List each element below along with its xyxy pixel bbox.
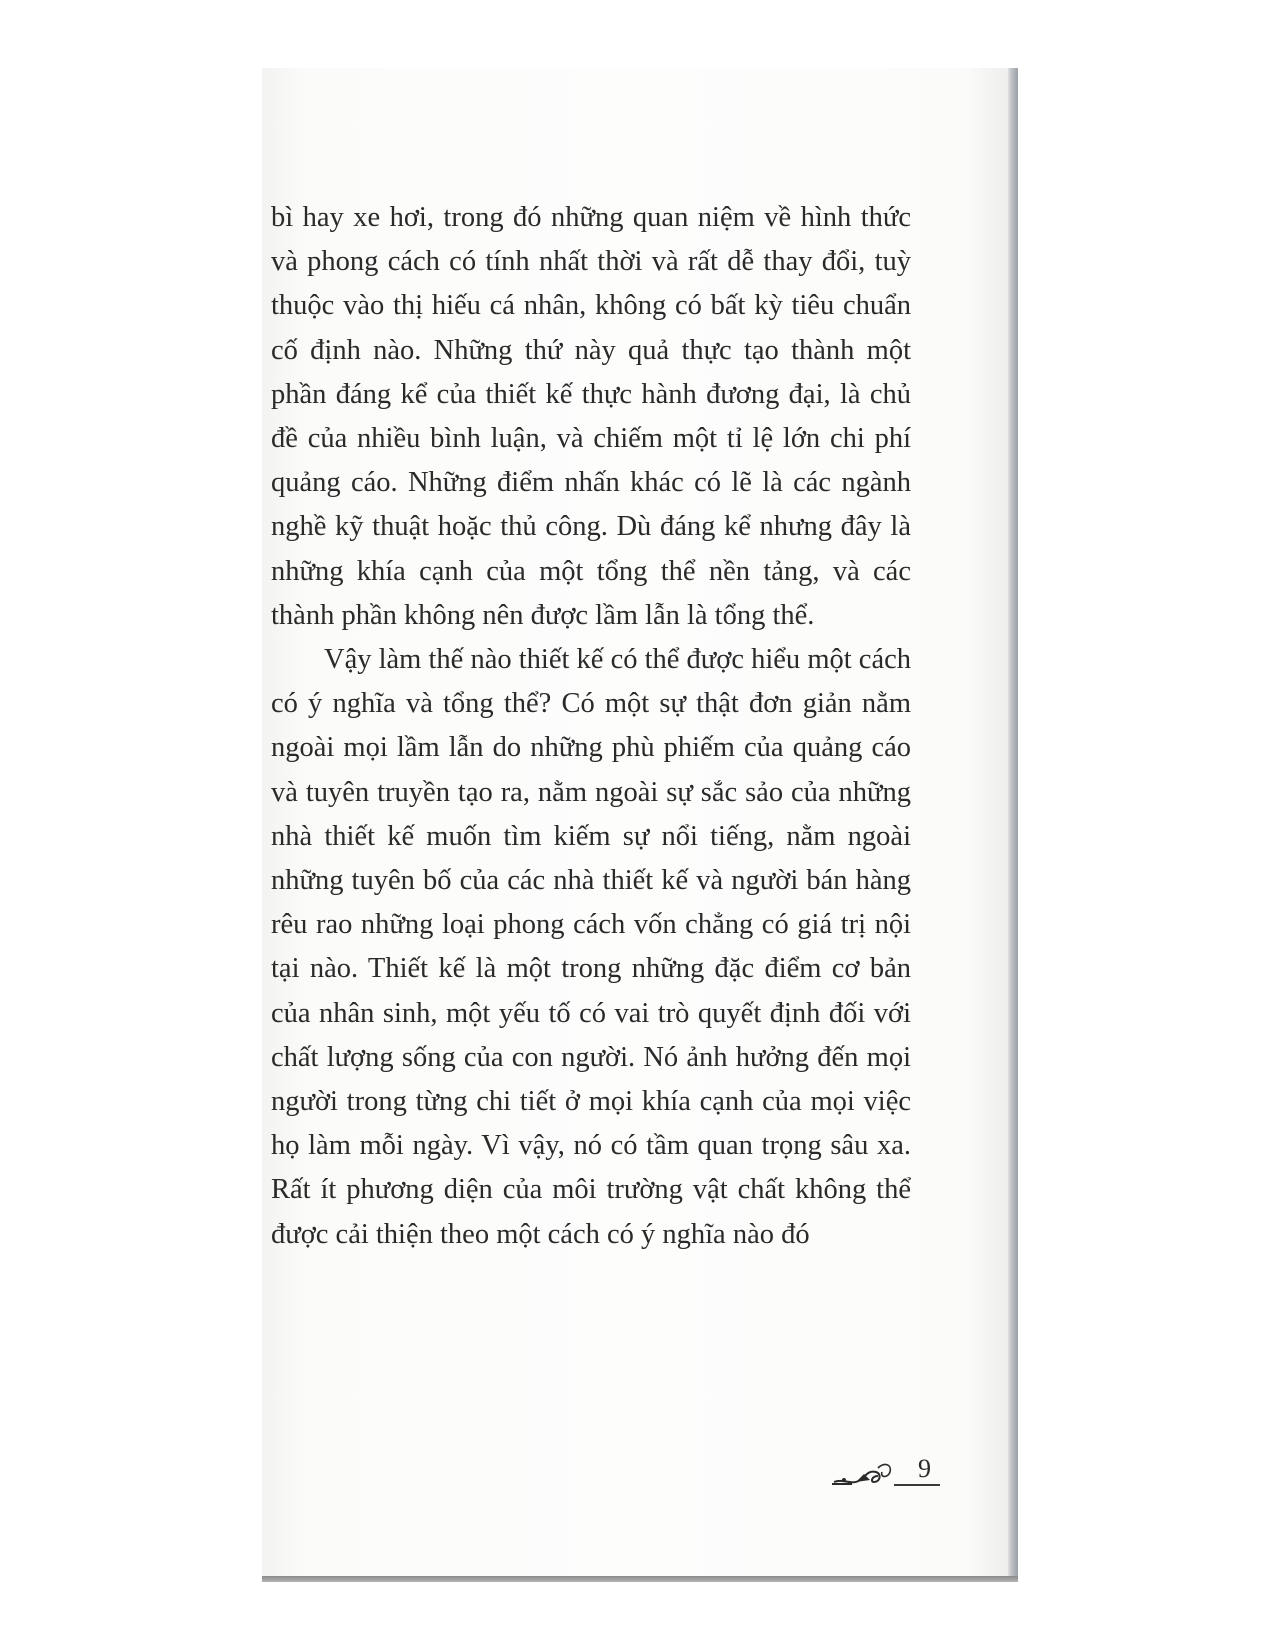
page-number: 9 [918,1454,931,1483]
page-bottom-edge [262,1576,1018,1582]
footer-rule [894,1484,940,1486]
paragraph-1: bì hay xe hơi, trong đó những quan niệm về hình thức và phong cách có tính nhất thời và rất dễ thay đổi, tuỳ thuộc vào thị hiếu cá nhân, không có bất kỳ tiêu chuẩn cố định nào. Những thứ này quả thực tạo thành một phần đáng kể của thiết kế thực hành đương đại, là chủ đề của nhiều bình luận, và chiếm một tỉ lệ lớn chi phí quảng cáo. Những điểm nhấn khác có lẽ là các ngành nghề kỹ thuật hoặc thủ công. Dù đáng kể nhưng đây là những khía cạnh của một tổng thể nền tảng, và các thành phần không nên được lầm lẫn là tổng thể. [271,202,911,631]
paragraph-2: Vậy làm thế nào thiết kế có thể được hiểu một cách có ý nghĩa và tổng thể? Có một sự thật đơn giản nằm ngoài mọi lầm lẫn do những phù phiếm của quảng cáo và tuyên truyền tạo ra, nằm ngoài sự sắc sảo của những nhà thiết kế muốn tìm kiếm sự nổi tiếng, nằm ngoài những tuyên bố của các nhà thiết kế và người bán hàng rêu rao những loại phong cách vốn chẳng có giá trị nội tại nào. Thiết kế là một trong những đặc điểm cơ bản của nhân sinh, một yếu tố có vai trò quyết định đối với chất lượng sống của con người. Nó ảnh hưởng đến mọi người trong từng chi tiết ở mọi khía cạnh của mọi việc họ làm mỗi ngày. Vì vậy, nó có tầm quan trọng sâu xa. Rất ít phương diện của môi trường vật chất không thể được cải thiện theo một cách có ý nghĩa nào đó [271,644,911,1250]
page-edge [1010,68,1018,1580]
body-text [271,196,911,1257]
page-footer [830,1452,940,1492]
